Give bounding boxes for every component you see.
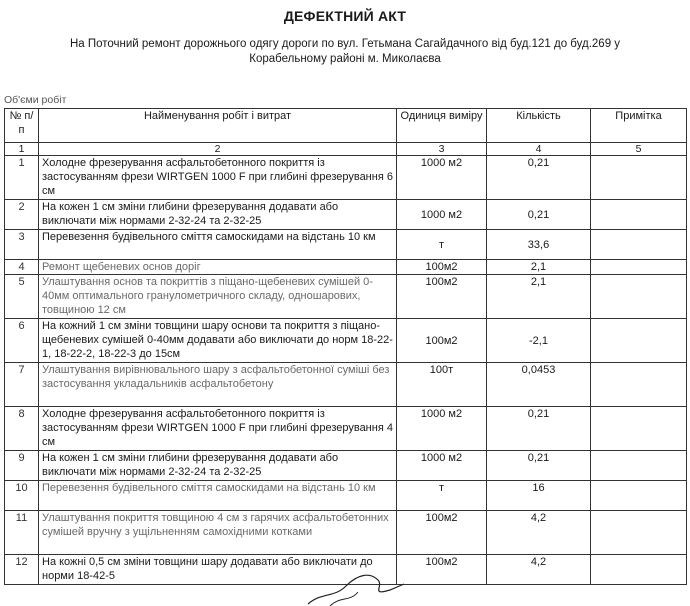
column-index: 3: [397, 143, 487, 156]
column-index-row: [5, 143, 687, 156]
row-unit: 100т: [397, 363, 487, 407]
subtitle-line-2: Корабельному районі м. Миколаєва: [249, 53, 441, 65]
column-index: 4: [487, 143, 591, 156]
handwritten-signature: [300, 562, 410, 606]
row-unit: 1000 м2: [397, 451, 487, 481]
row-qty: 33,6: [487, 230, 591, 260]
row-name: Улаштування вирівнювального шару з асфальтобетонної суміші без застосування укладальників асфальтобетону: [39, 363, 397, 407]
row-unit: 100м2: [397, 555, 487, 585]
row-qty: 16: [487, 481, 591, 511]
row-qty: 4,2: [487, 511, 591, 555]
row-qty: 2,1: [487, 260, 591, 275]
row-unit: т: [397, 230, 487, 260]
row-unit: 100м2: [397, 511, 487, 555]
table-row: [5, 275, 687, 319]
row-num: 8: [5, 407, 39, 451]
row-unit: т: [397, 481, 487, 511]
row-unit: 100м2: [397, 260, 487, 275]
column-index: 5: [591, 143, 687, 156]
row-name: Улаштування основ та покриттів з піщано-щебеневих сумішей 0-40мм оптимального гранулометричного складу, одношарових, товщиною 12 см: [39, 275, 397, 319]
row-note: [591, 407, 687, 451]
row-note: [591, 260, 687, 275]
table-row: [5, 363, 687, 407]
row-name: Перевезення будівельного сміття самоскидами на відстань 10 км: [39, 481, 397, 511]
row-unit: 100м2: [397, 275, 487, 319]
row-name: Ремонт щебеневих основ доріг: [39, 260, 397, 275]
row-unit: 100м2: [397, 319, 487, 363]
row-qty: 0,21: [487, 451, 591, 481]
row-qty: 0,21: [487, 156, 591, 200]
header-qty: Кількість: [487, 109, 591, 143]
row-note: [591, 555, 687, 585]
subtitle-line-1: На Поточний ремонт дорожнього одягу дороги по вул. Гетьмана Сагайдачного від буд.121 до буд.269 у: [69, 38, 621, 50]
row-name: На кожен 1 см зміни глибини фрезерування додавати або виключати між нормами 2-32-24 та 2-32-25: [39, 200, 397, 230]
row-unit: 1000 м2: [397, 156, 487, 200]
row-name: На кожний 1 см зміни товщини шару основи та покриття з піщано-щебеневих сумішей 0-40мм додавати або виключати до норм 18-22-1, 18-22-2, 18-22-3 до 15см: [39, 319, 397, 363]
table-row: [5, 451, 687, 481]
row-note: [591, 481, 687, 511]
row-unit: 1000 м2: [397, 200, 487, 230]
row-qty: 0,21: [487, 200, 591, 230]
header-num: № п/п: [5, 109, 39, 143]
row-qty: -2,1: [487, 319, 591, 363]
row-name: На кожен 1 см зміни глибини фрезерування додавати або виключати між нормами 2-32-24 та 2-32-25: [39, 451, 397, 481]
row-note: [591, 511, 687, 555]
header-name: Найменування робіт і витрат: [39, 109, 397, 143]
row-qty: 2,1: [487, 275, 591, 319]
row-note: [591, 230, 687, 260]
section-label: Об'єми робіт: [4, 94, 67, 106]
row-num: 1: [5, 156, 39, 200]
column-index: 1: [5, 143, 39, 156]
row-num: 3: [5, 230, 39, 260]
row-name: Холодне фрезерування асфальтобетонного покриття із застосуванням фрези WIRTGEN 1000 F при глибині фрезерування 6 см: [39, 156, 397, 200]
row-note: [591, 200, 687, 230]
table-row: [5, 156, 687, 200]
table-row: [5, 230, 687, 260]
table-row: [5, 481, 687, 511]
header-row: [5, 109, 687, 143]
row-note: [591, 156, 687, 200]
defect-table: [4, 108, 687, 585]
row-num: 5: [5, 275, 39, 319]
document-title: ДЕФЕКТНИЙ АКТ: [283, 8, 407, 24]
row-num: 9: [5, 451, 39, 481]
row-note: [591, 451, 687, 481]
row-num: 7: [5, 363, 39, 407]
header-note: Примітка: [591, 109, 687, 143]
row-num: 6: [5, 319, 39, 363]
row-qty: 0,0453: [487, 363, 591, 407]
row-name: На кожні 0,5 см зміни товщини шару додавати або виключати до норми 18-42-5: [39, 555, 397, 585]
table-row: [5, 200, 687, 230]
row-note: [591, 363, 687, 407]
row-num: 10: [5, 481, 39, 511]
header-unit: Одиниця виміру: [397, 109, 487, 143]
row-qty: 4,2: [487, 555, 591, 585]
row-num: 2: [5, 200, 39, 230]
table-row: [5, 511, 687, 555]
table-row: [5, 407, 687, 451]
row-unit: 1000 м2: [397, 407, 487, 451]
row-note: [591, 275, 687, 319]
row-qty: 0,21: [487, 407, 591, 451]
row-num: 11: [5, 511, 39, 555]
document-subtitle: [4, 37, 686, 67]
table-row: [5, 260, 687, 275]
table-row: [5, 319, 687, 363]
row-note: [591, 319, 687, 363]
row-name: Перевезення будівельного сміття самоскидами на відстань 10 км: [39, 230, 397, 260]
row-num: 4: [5, 260, 39, 275]
row-name: Улаштування покриття товщиною 4 см з гарячих асфальтобетонних сумішей вручну з ущільненням самохідними котками: [39, 511, 397, 555]
row-name: Холодне фрезерування асфальтобетонного покриття із застосуванням фрези WIRTGEN 1000 F при глибині фрезерування 4 см: [39, 407, 397, 451]
row-num: 12: [5, 555, 39, 585]
column-index: 2: [39, 143, 397, 156]
